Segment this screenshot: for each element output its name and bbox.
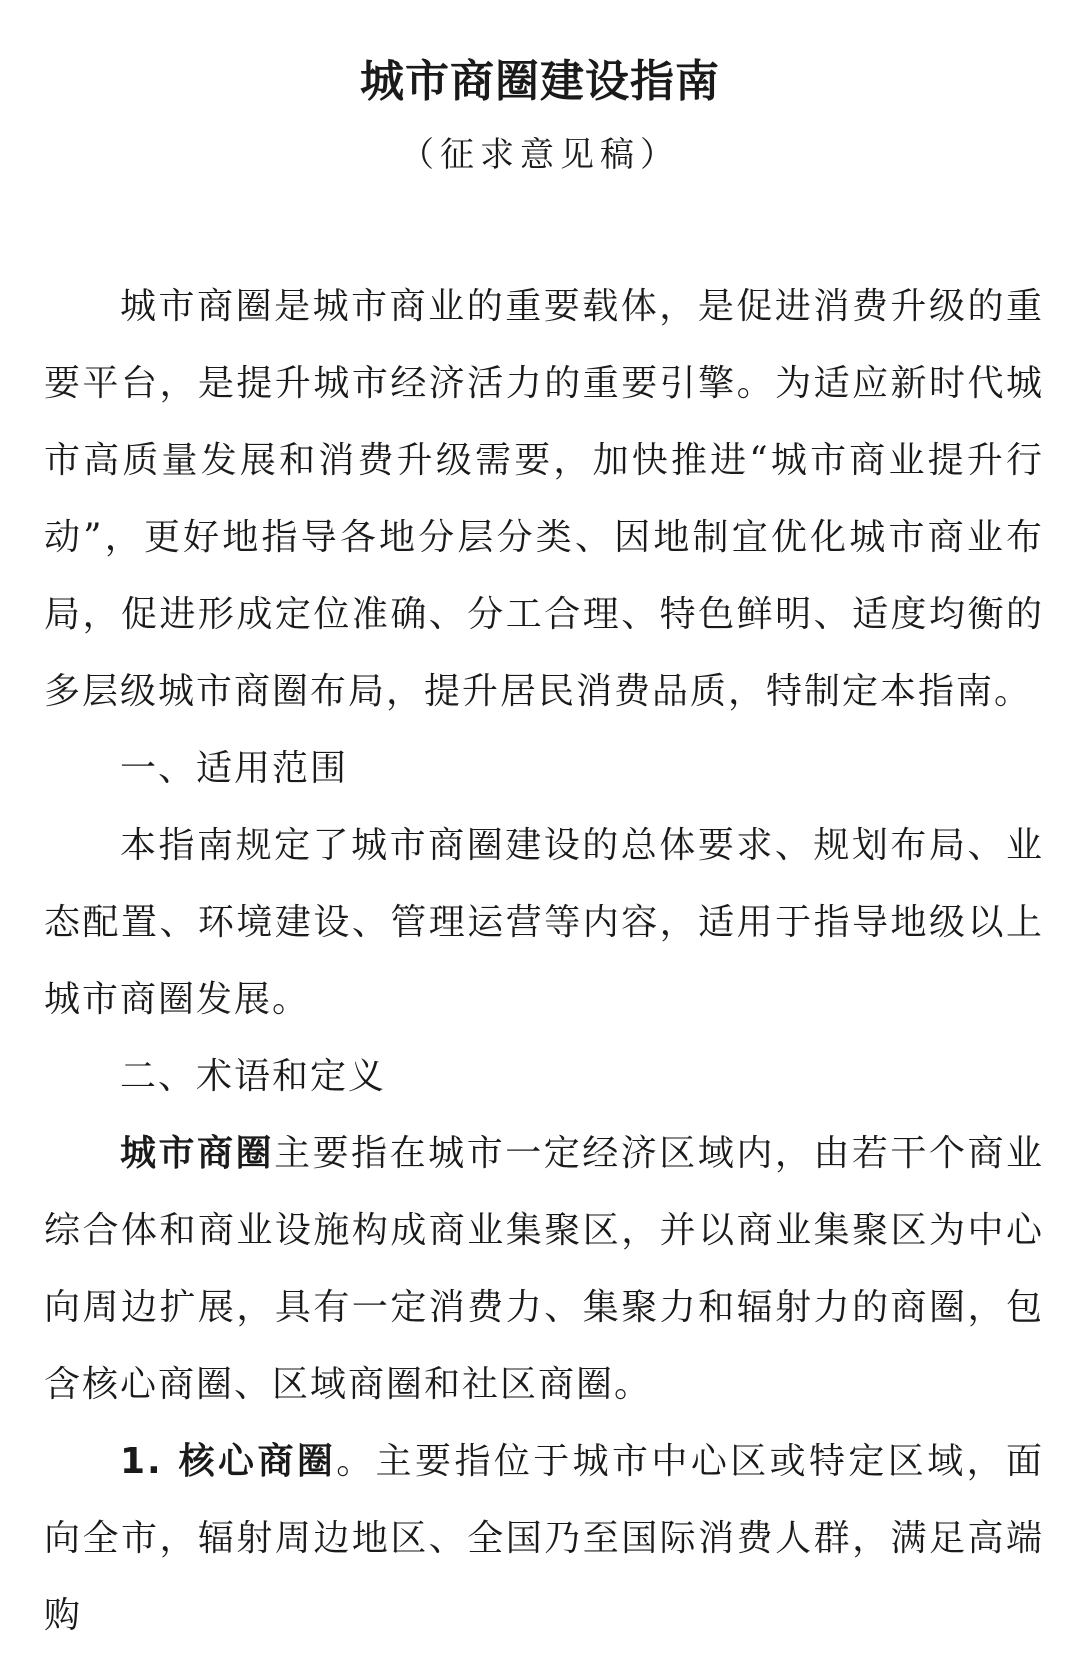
core-district-paragraph bbox=[44, 1423, 1044, 1654]
definition-paragraph bbox=[44, 1115, 1044, 1423]
definition-term: 城市商圈 bbox=[120, 1133, 275, 1174]
core-district-text: 。主要指位于城市中心区或特定区域，面向全市，辐射周边地区、全国乃至国际消费人群，满足高端购 bbox=[44, 1441, 1044, 1636]
document-subtitle: （征求意见稿） bbox=[400, 135, 680, 175]
intro-paragraph: 城市商圈是城市商业的重要载体，是促进消费升级的重要平台，是提升城市经济活力的重要引擎。为适应新时代城市高质量发展和消费升级需要，加快推进“城市商业提升行动”，更好地指导各地分层分类、因地制宜优化城市商业布局，促进形成定位准确、分工合理、特色鲜明、适度均衡的多层级城市商圈布局，提升居民消费品质，特制定本指南。 bbox=[44, 286, 1044, 712]
document-title: 城市商圈建设指南 bbox=[360, 56, 720, 107]
document-body bbox=[44, 268, 1044, 1654]
section-heading-terms: 二、术语和定义 bbox=[120, 1056, 387, 1097]
scope-paragraph: 本指南规定了城市商圈建设的总体要求、规划布局、业态配置、环境建设、管理运营等内容，适用于指导地级以上城市商圈发展。 bbox=[44, 825, 1044, 1020]
definition-text: 主要指在城市一定经济区域内，由若干个商业综合体和商业设施构成商业集聚区，并以商业集聚区为中心向周边扩展，具有一定消费力、集聚力和辐射力的商圈，包含核心商圈、区域商圈和社区商圈。 bbox=[44, 1133, 1044, 1405]
section-heading-scope: 一、适用范围 bbox=[120, 748, 349, 789]
core-district-term: 1. 核心商圈 bbox=[120, 1441, 337, 1482]
